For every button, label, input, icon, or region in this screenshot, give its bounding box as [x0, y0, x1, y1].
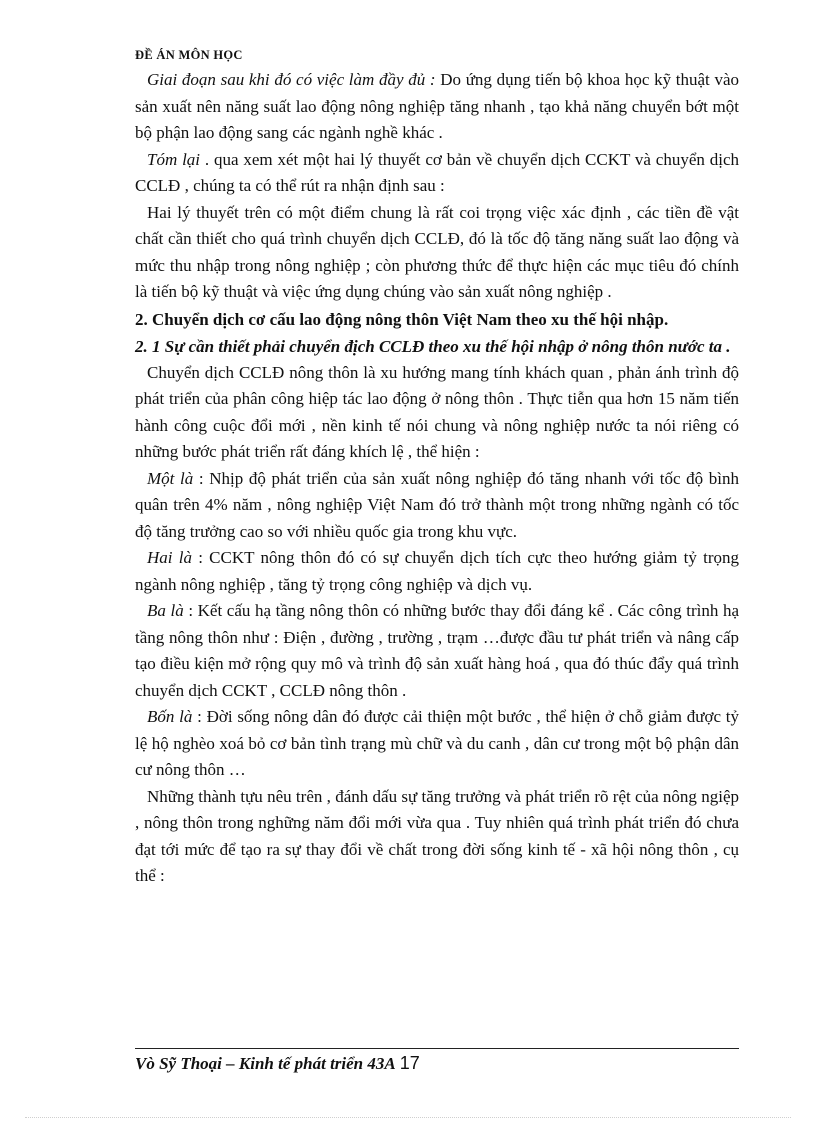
paragraph: [135, 466, 739, 546]
paragraph-text: : CCKT nông thôn đó có sự chuyển dịch tích cực theo hướng giảm tỷ trọng ngành nông nghiệp , tăng tỷ trọng công nghiệp và dịch vụ.: [135, 548, 739, 594]
paragraph-text: Chuyển dịch CCLĐ nông thôn là xu hướng mang tính khách quan , phản ánh trình độ phát triển của phân công hiệp tác lao động ở nông thôn . Thực tiễn qua hơn 15 năm tiến hành công cuộc đổi mới , nền kinh tế nói chung và nông nghiệp nước ta nói riêng có những bước phát triển rất đáng khích lệ , thể hiện :: [135, 362, 739, 461]
paragraph-lead: Ba là: [147, 601, 184, 620]
paragraph: [135, 704, 739, 784]
document-header: ĐỀ ÁN MÔN HỌC: [135, 48, 243, 62]
page-boundary-divider: [25, 1117, 791, 1118]
page-number: 17: [399, 1053, 420, 1073]
paragraph-lead: Hai là: [147, 548, 192, 567]
paragraph: [135, 360, 739, 466]
paragraph-text: Những thành tựu nêu trên , đánh dấu sự tăng trưởng và phát triển rõ rệt của nông ngiệp , nông thôn trong nghững năm đổi mới vừa qua . Tuy nhiên quá trình phát triển đó chưa đạt tới mức để tạo ra sự thay đổi về chất trong đời sống kinh tế - xã hội nông thôn , cụ thể :: [135, 786, 739, 885]
paragraph-text: Hai lý thuyết trên có một điểm chung là rất coi trọng việc xác định , các tiền đề vật chất cần thiết cho quá trình chuyển dịch CCLĐ, đó là tốc độ tăng năng suất lao động và mức thu nhập trong nông nghiệp ; còn phương thức để thực hiện các mục tiêu đó chính là tiến bộ kỹ thuật và việc ứng dụng chúng vào sản xuất nông nghiệp .: [135, 202, 739, 301]
paragraph-text: : Nhịp độ phát triển của sản xuất nông nghiệp đó tăng nhanh với tốc độ bình quân trên 4% năm , nông nghiệp Việt Nam đó trở thành một trong những ngành có tốc độ tăng trưởng cao so với nhiều quốc gia trong khu vực.: [135, 468, 740, 541]
paragraph: [135, 67, 739, 147]
document-page: [135, 47, 739, 890]
paragraph-lead: Bốn là: [147, 707, 193, 726]
paragraph: [135, 147, 739, 200]
paragraph-lead: Một là: [147, 468, 194, 488]
paragraph-lead: Giai đoạn sau khi đó có việc làm đầy đủ :: [147, 70, 436, 89]
paragraph: [135, 545, 739, 598]
paragraph-text: . qua xem xét một hai lý thuyết cơ bản về chuyển dịch CCKT và chuyển dịch CCLĐ , chúng ta có thể rút ra nhận định sau :: [135, 149, 740, 195]
paragraph-lead: Tóm lại: [147, 149, 201, 169]
section-heading: 2. Chuyển dịch cơ cấu lao động nông thôn Việt Nam theo xu thế hội nhập.: [135, 309, 669, 329]
subsection-heading: 2. 1 Sự cần thiết phải chuyển địch CCLĐ theo xu thế hội nhập ở nông thôn nước ta .: [135, 336, 731, 356]
paragraph: [135, 200, 739, 306]
paragraph: [135, 784, 739, 890]
paragraph-text: : Đời sống nông dân đó được cải thiện một bước , thể hiện ở chỗ giảm được tỷ lệ hộ nghèo xoá bỏ cơ bản tình trạng mù chữ và du canh , dân cư trong một bộ phận dân cư nông thôn …: [135, 707, 739, 779]
paragraph-text: : Kết cấu hạ tầng nông thôn có những bước thay đổi đáng kể . Các công trình hạ tầng nông thôn như : Điện , đường , trường , trạm …được đầu tư phát triển và nâng cấp tạo điều kiện mở rộng quy mô và trình độ sản xuất hàng hoá , qua đó thúc đẩy quá trình chuyển dịch CCKT , CCLĐ nông thôn .: [135, 601, 739, 700]
footer-author: Vò Sỹ Thoại – Kinh tế phát triển 43A: [135, 1054, 396, 1073]
page-footer: [135, 1048, 739, 1074]
paragraph-text: Do ứng dụng tiến bộ khoa học kỹ thuật vào sản xuất nên năng suất lao động nông nghiệp tăng nhanh , tạo khả năng chuyển bớt một bộ phận lao động sang các ngành nghề khác .: [135, 70, 739, 142]
paragraph: [135, 598, 739, 704]
